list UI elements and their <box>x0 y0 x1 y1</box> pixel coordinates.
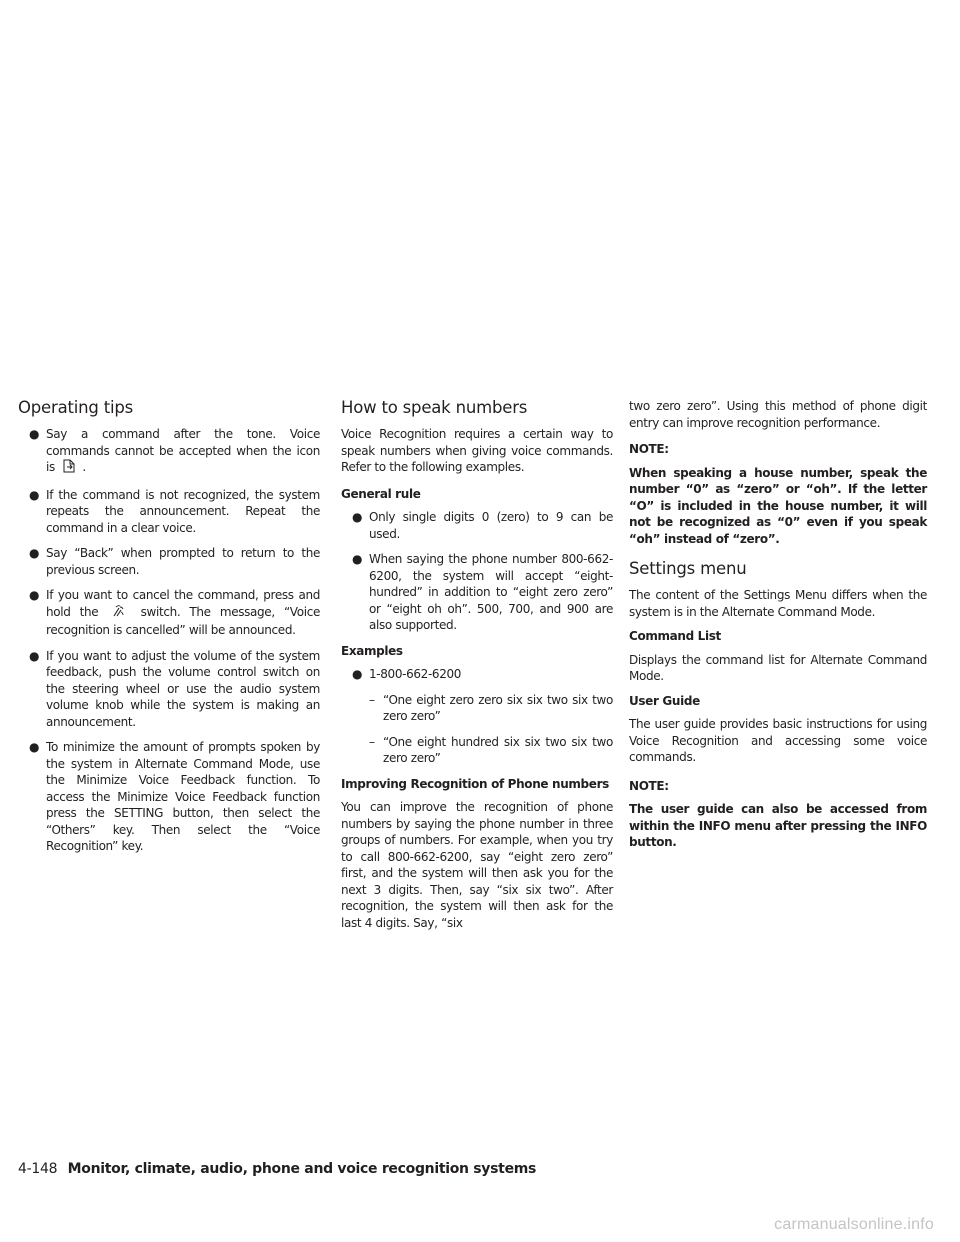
improving-recognition-subheading: Improving Recognition of Phone numbers <box>341 776 609 791</box>
note-text: The user guide can also be accessed from within the INFO menu after pressing the INFO button. <box>629 802 927 849</box>
list-item <box>341 509 613 542</box>
bullet-icon: ● <box>352 667 363 681</box>
tip-1-end: . <box>82 460 86 474</box>
tip-6-text: To minimize the amount of prompts spoken by the system in Alternate Command Mode, use the Minimize Voice Feedback function. To access the Minimize Voice Feedback function press the SETTING button, then select the “Others” key. Then select the “Voice Recognition” key. <box>46 740 320 853</box>
list-item <box>18 648 320 731</box>
watermark: carmanualsonline.info <box>774 1216 934 1233</box>
general-rule-subheading: General rule <box>341 486 421 501</box>
note-label: NOTE: <box>629 442 669 456</box>
command-list-text: Displays the command list for Alternate Command Mode. <box>629 652 927 683</box>
bullet-icon: ● <box>352 510 363 524</box>
example-variant-2: “One eight hundred six six two six two zero zero” <box>383 734 613 765</box>
tip-2-text: If the command is not recognized, the system repeats the announcement. Repeat the command in a clear voice. <box>46 487 320 535</box>
list-item <box>341 551 613 634</box>
column-1 <box>18 398 320 864</box>
bullet-icon: ● <box>352 552 363 566</box>
continued-text: two zero zero”. Using this method of phone digit entry can improve recognition performance. <box>629 399 927 430</box>
column-3 <box>629 398 927 859</box>
examples-subheading: Examples <box>341 643 403 658</box>
bullet-icon: ● <box>29 588 40 602</box>
tip-4-text: If you want to cancel the command, press and hold the <box>46 588 320 619</box>
page-footer <box>18 1160 536 1178</box>
tip-3-text: Say “Back” when prompted to return to the previous screen. <box>46 546 320 577</box>
talk-switch-icon <box>111 604 125 623</box>
tip-5-text: If you want to adjust the volume of the system feedback, push the volume control switch on the steering wheel or use the audio system volume knob while the system is making an announcement. <box>46 648 320 729</box>
note-label: NOTE: <box>629 778 669 793</box>
general-rule-2: When saying the phone number 800-662-6200, the system will accept “eight-hundred” in addition to “eight zero zero” or “eight oh oh”. 500, 700, and 900 are also supported. <box>369 552 613 632</box>
list-item <box>341 692 613 725</box>
user-guide-subheading: User Guide <box>629 693 700 708</box>
bullet-icon: ● <box>29 648 40 663</box>
speak-numbers-heading: How to speak numbers <box>341 398 528 417</box>
general-rule-1: Only single digits 0 (zero) to 9 can be used. <box>369 510 613 541</box>
tip-1-text: Say a command after the tone. Voice commands cannot be accepted when the icon is <box>46 427 320 474</box>
list-item <box>18 587 320 639</box>
user-guide-text: The user guide provides basic instructions for using Voice Recognition and accessing some voice commands. <box>629 717 927 764</box>
command-list-subheading: Command List <box>629 629 721 643</box>
example-variant-1: “One eight zero zero six six two six two zero zero” <box>383 692 613 723</box>
dash-icon: – <box>369 692 375 707</box>
settings-menu-heading: Settings menu <box>629 559 747 578</box>
bullet-icon: ● <box>29 487 40 502</box>
bullet-icon: ● <box>29 427 40 441</box>
list-item <box>18 545 320 578</box>
operating-tips-heading: Operating tips <box>18 398 134 417</box>
list-item <box>341 734 613 767</box>
tip-4-end: switch. The message, “Voice recognition is cancelled” will be announced. <box>46 604 320 637</box>
speak-numbers-intro: Voice Recognition requires a certain way to speak numbers when giving voice commands. Refer to the following examples. <box>341 427 613 474</box>
example-number: 1-800-662-6200 <box>369 667 462 681</box>
page-number: 4-148 <box>18 1161 58 1177</box>
microphone-off-icon <box>62 459 76 478</box>
note-text: When speaking a house number, speak the number “0” as “zero” or “oh”. If the letter “O” is included in the house number, it will not be recognized as “0” even if you speak “oh” instead of “zero”. <box>629 465 927 546</box>
list-item <box>18 487 320 537</box>
bullet-icon: ● <box>29 740 40 754</box>
dash-icon: – <box>369 734 375 749</box>
settings-menu-intro: The content of the Settings Menu differs when the system is in the Alternate Command Mode. <box>629 588 927 619</box>
list-item <box>18 426 320 478</box>
improving-recognition-text: You can improve the recognition of phone numbers by saying the phone number in three groups of numbers. For example, when you try to call 800-662-6200, say “eight zero zero” first, and the system will then ask you for the next 3 digits. Then, say “six six two”. After recognition, the system will then ask for the last 4 digits. Say, “six <box>341 800 613 930</box>
bullet-icon: ● <box>29 546 40 560</box>
list-item <box>18 739 320 855</box>
section-title: Monitor, climate, audio, phone and voice recognition systems <box>67 1161 537 1177</box>
list-item <box>341 666 613 683</box>
column-2 <box>341 398 613 931</box>
